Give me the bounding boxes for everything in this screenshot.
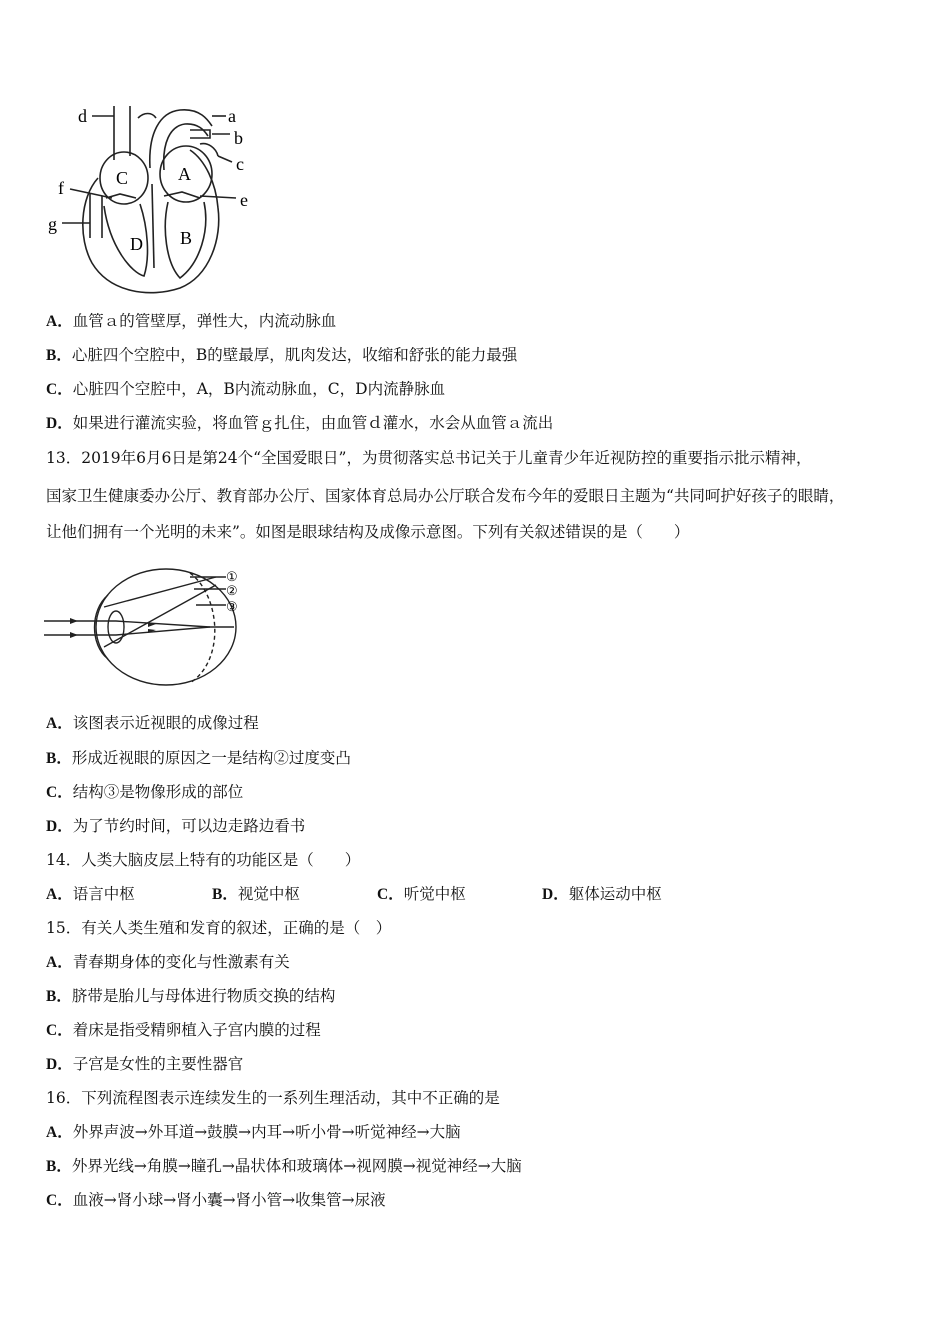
- q16-option-b: B．外界光线→角膜→瞳孔→晶状体和玻璃体→视网膜→视觉神经→大脑: [46, 1157, 522, 1175]
- q15-option-d: D．子宫是女性的主要性器官: [46, 1055, 244, 1073]
- q16-option-c: C．血液→肾小球→肾小囊→肾小管→收集管→尿液: [46, 1191, 386, 1209]
- q14-option-d: D．躯体运动中枢: [542, 885, 662, 903]
- q12-option-d: D．如果进行灌流实验，将血管ｇ扎住，由血管ｄ灌水，水会从血管ａ流出: [46, 414, 554, 432]
- q15-option-c: C．着床是指受精卵植入子宫内膜的过程: [46, 1021, 321, 1039]
- q14-option-b: B．视觉中枢: [212, 885, 300, 903]
- q12-option-b: B．心脏四个空腔中，B的壁最厚，肌肉发达，收缩和舒张的能力最强: [46, 346, 518, 364]
- q15-stem: 15．有关人类生殖和发育的叙述，正确的是（ ）: [46, 919, 392, 937]
- q16-stem: 16．下列流程图表示连续发生的一系列生理活动，其中不正确的是: [46, 1089, 500, 1107]
- q13-option-a: A．该图表示近视眼的成像过程: [46, 714, 259, 732]
- heart-label-c: c: [236, 154, 244, 174]
- q13-option-d: D．为了节约时间，可以边走路边看书: [46, 817, 306, 835]
- heart-label-b: b: [234, 128, 243, 148]
- heart-label-g: g: [48, 214, 57, 234]
- q15-option-b: B．脐带是胎儿与母体进行物质交换的结构: [46, 987, 336, 1005]
- heart-label-C: C: [116, 168, 129, 188]
- q14-option-c: C．听觉中枢: [377, 885, 466, 903]
- heart-label-A: A: [178, 164, 191, 184]
- heart-label-a: a: [228, 106, 236, 126]
- q13-option-b: B．形成近视眼的原因之一是结构②过度变凸: [46, 749, 351, 767]
- heart-label-D: D: [130, 234, 143, 254]
- heart-label-f: f: [58, 178, 64, 198]
- heart-label-B: B: [180, 228, 193, 248]
- q13-option-c: C．结构③是物像形成的部位: [46, 783, 244, 801]
- q14-options: [46, 884, 662, 905]
- q13-stem-line-3: 让他们拥有一个光明的未来”。如图是眼球结构及成像示意图。下列有关叙述错误的是（ ）: [46, 523, 690, 541]
- heart-label-d: d: [78, 106, 87, 126]
- q15-option-a: A．青春期身体的变化与性激素有关: [46, 953, 290, 971]
- q13-stem-line-2: 国家卫生健康委办公厅、教育部办公厅、国家体育总局办公厅联合发布今年的爱眼日主题为“共同呵护好孩子的眼睛，: [46, 487, 845, 505]
- q14-option-a: A．语言中枢: [46, 885, 135, 903]
- eye-label-3: ③: [226, 599, 238, 614]
- q12-option-a: A．血管ａ的管壁厚，弹性大，内流动脉血: [46, 312, 337, 330]
- q12-option-c: C．心脏四个空腔中，A，B内流动脉血，C，D内流静脉血: [46, 380, 446, 398]
- heart-label-e: e: [240, 190, 248, 210]
- eye-label-2: ②: [226, 583, 238, 598]
- q16-option-a: A．外界声波→外耳道→鼓膜→内耳→听小骨→听觉神经→大脑: [46, 1123, 461, 1141]
- q14-stem: 14．人类大脑皮层上特有的功能区是（ ）: [46, 851, 361, 869]
- heart-diagram: [40, 98, 270, 303]
- eye-label-1: ①: [226, 569, 238, 584]
- q13-stem-line-1: 13．2019年6月6日是第24个“全国爱眼日”，为贯彻落实总书记关于儿童青少年近视防控的重要指示批示精神，: [46, 449, 812, 467]
- eye-diagram: [40, 565, 250, 695]
